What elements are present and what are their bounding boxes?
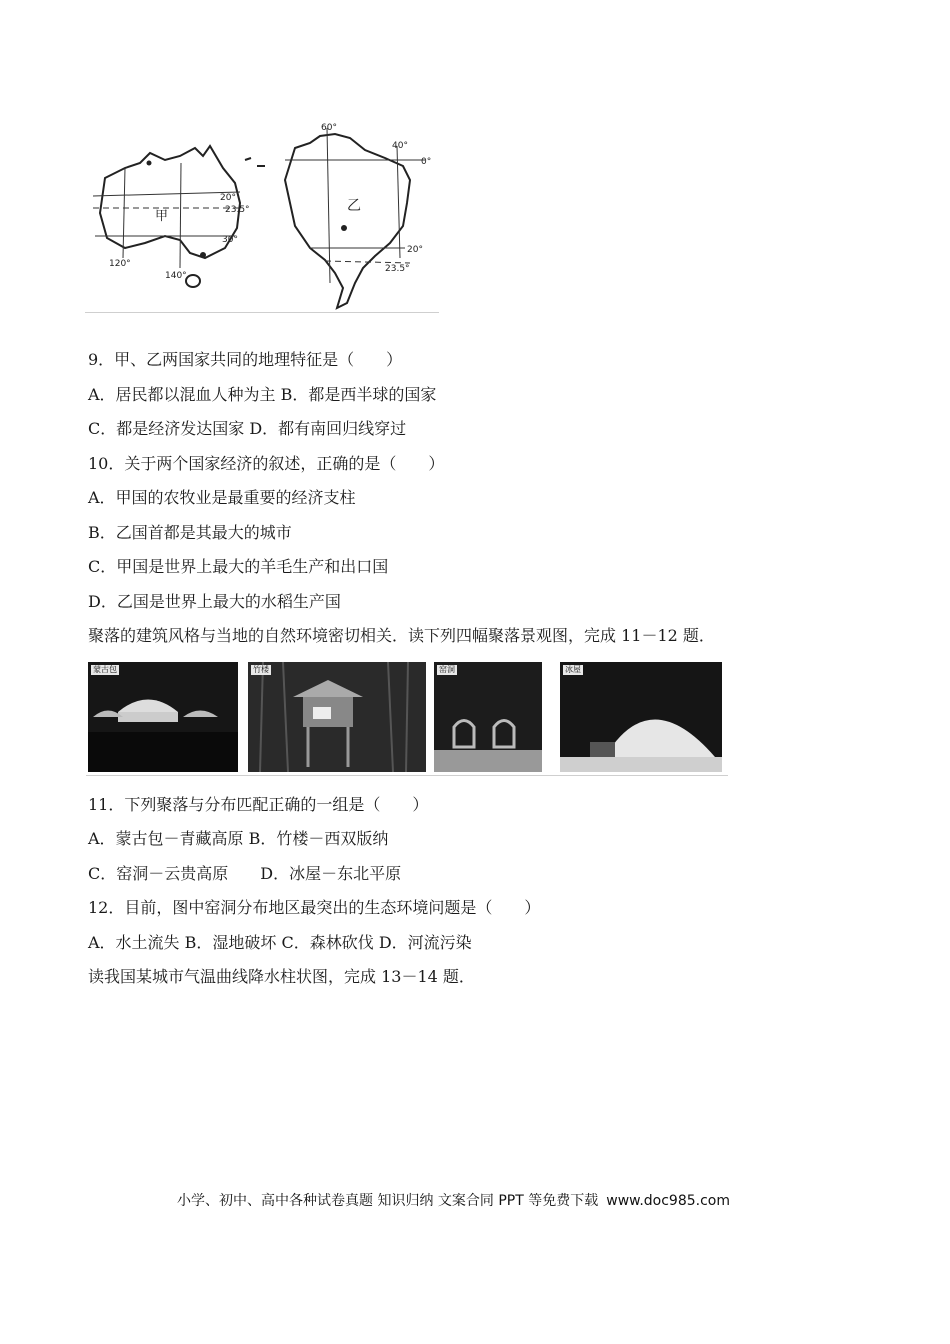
photo-cave-dwelling	[434, 662, 542, 772]
lon-label: 40°	[392, 141, 408, 151]
intro-13-14: 读我国某城市气温曲线降水柱状图，完成 13－14 题．	[88, 967, 475, 986]
figure-divider	[85, 312, 439, 313]
figure-divider	[86, 775, 728, 776]
question-10-option-b: B．乙国首都是其最大的城市	[88, 523, 292, 542]
photo-label: 冰屋	[565, 665, 581, 674]
lat-label: 20°	[220, 193, 236, 203]
intro-11-12: 聚落的建筑风格与当地的自然环境密切相关．读下列四幅聚落景观图，完成 11－12 题．	[88, 626, 715, 645]
footer-url-link[interactable]: www.doc985.com	[606, 1193, 730, 1209]
lat-label: 20°	[407, 245, 423, 255]
question-12-stem: 12．目前，图中窑洞分布地区最突出的生态环境问题是（ ）	[88, 898, 541, 917]
photo-label: 蒙古包	[93, 665, 117, 674]
photo-bamboo-house	[248, 662, 426, 772]
question-10-option-d: D．乙国是世界上最大的水稻生产国	[88, 592, 341, 611]
label-yi: 乙	[347, 198, 361, 214]
photo-igloo	[560, 662, 722, 772]
question-9-options-cd: C．都是经济发达国家 D．都有南回归线穿过	[88, 419, 407, 438]
footer-text: 小学、初中、高中各种试卷真题 知识归纳 文案合同 PPT 等免费下载	[177, 1193, 599, 1209]
australia-brazil-map	[85, 108, 440, 314]
photo-yurt	[88, 662, 238, 772]
lat-label: 23.5°	[225, 205, 250, 215]
question-9-stem: 9．甲、乙两国家共同的地理特征是（ ）	[88, 350, 403, 369]
question-10-option-c: C．甲国是世界上最大的羊毛生产和出口国	[88, 557, 389, 576]
lat-label: 0°	[421, 157, 432, 167]
photo-label: 竹楼	[253, 665, 269, 674]
lon-label: 140°	[165, 271, 187, 281]
lat-label: 30°	[222, 235, 238, 245]
question-11-options-cd: C．窑洞－云贵高原 D．冰屋－东北平原	[88, 864, 402, 883]
settlement-photos	[86, 660, 728, 776]
question-10-stem: 10．关于两个国家经济的叙述，正确的是（ ）	[88, 454, 445, 473]
page-footer	[177, 1192, 730, 1210]
question-9-options-ab: A．居民都以混血人种为主 B．都是西半球的国家	[88, 385, 437, 404]
question-10-option-a: A．甲国的农牧业是最重要的经济支柱	[88, 488, 356, 507]
lon-label: 60°	[321, 123, 337, 133]
australia-outline	[100, 146, 240, 258]
label-jia: 甲	[155, 209, 169, 224]
tasmania-outline	[186, 275, 200, 287]
map-figure	[85, 108, 440, 314]
photo-label: 窑洞	[439, 665, 455, 674]
question-11-stem: 11．下列聚落与分布匹配正确的一组是（ ）	[88, 795, 429, 814]
question-12-options: A．水土流失 B．湿地破坏 C．森林砍伐 D．河流污染	[88, 933, 472, 952]
lon-label: 120°	[109, 259, 131, 269]
lat-label: 23.5°	[385, 264, 410, 274]
question-11-options-ab: A．蒙古包－青藏高原 B．竹楼－西双版纳	[88, 829, 389, 848]
